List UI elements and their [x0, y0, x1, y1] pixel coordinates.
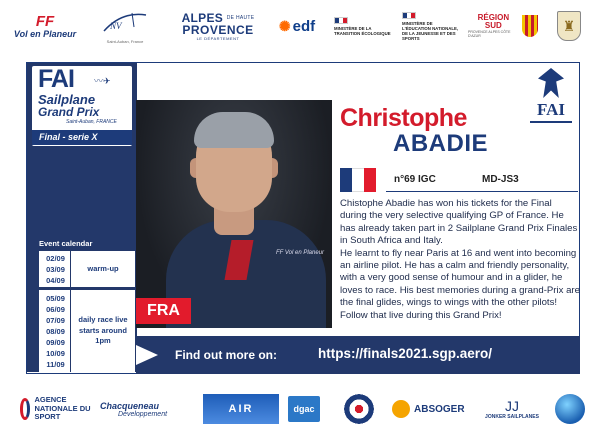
air-logo — [203, 389, 283, 429]
region-sud-logo — [468, 4, 538, 48]
ministere-transition-text: MINISTÈRE DE LA TRANSITION ÉCOLOGIQUE — [334, 25, 391, 36]
fai-logo — [530, 66, 572, 128]
svg-text:NV: NV — [110, 20, 122, 31]
alpes-logo-line1: ALPES $^{DE HAUTE}$ — [181, 10, 255, 25]
saint-auban-label: Saint-Auban, France — [106, 38, 144, 44]
bio-paragraph: He learnt to fly near Paris at 16 and went into becoming an airline pilot. He has a calm and friendly personality, with a very good sense of humour and in a glider, he loves to race. His best memories during a grand-Prix are the final glides, wings to wings with the other pilots! Follow that live during this Grand Prix! — [340, 247, 580, 321]
jonker-wings-icon: JJ — [505, 398, 519, 414]
calendar-block-warmup — [39, 251, 135, 287]
calendar-dates — [39, 251, 71, 287]
pilot-info-row — [386, 170, 578, 192]
find-out-label: Find out more on: — [175, 348, 277, 362]
sgp-logo-title2: Grand Prix — [38, 105, 100, 119]
region-shield-icon — [522, 15, 538, 37]
ministere-transition-logo — [334, 4, 394, 48]
igc-number: n°69 IGC — [394, 174, 436, 185]
alpes-logo-line3: LE DÉPARTEMENT — [196, 35, 240, 41]
sgp-logo-title1: Sailplane — [38, 92, 96, 107]
calendar-date: 07/09 — [46, 315, 65, 325]
armee-air-logo — [334, 389, 384, 429]
sgp-logo-fai: FAI — [38, 65, 74, 93]
alpes-haute-provence-logo — [172, 4, 264, 48]
website-link[interactable]: https://finals2021.sgp.aero/ — [318, 346, 493, 361]
calendar-date: 11/09 — [46, 359, 65, 369]
pilot-first-name: Christophe — [340, 104, 467, 132]
alpes-logo-line2: PROVENCE — [182, 22, 254, 37]
calendar-title: Event calendar — [39, 239, 93, 248]
fai-eagle-icon — [538, 68, 564, 98]
globe-icon — [555, 394, 585, 424]
edf-logo-text: edf — [292, 17, 316, 35]
ministere-education-text: MINISTÈRE DE L'ÉDUCATION NATIONALE, DE LA JEUNESSE ET DES SPORTS — [402, 20, 459, 41]
dgac-logo-box: dgac — [288, 396, 320, 422]
pilot-photo — [136, 100, 332, 328]
republique-flag-icon — [402, 12, 416, 19]
calendar-date: 10/09 — [46, 348, 65, 358]
country-tag: FRA — [136, 298, 191, 324]
edf-logo — [268, 4, 326, 48]
ffvp-logo-mark: FF — [35, 12, 55, 30]
fai-logo-text: FAI — [536, 100, 565, 119]
town-crest-logo — [552, 4, 586, 48]
roundel-icon — [344, 394, 374, 424]
agence-nationale-sport-logo — [20, 389, 100, 429]
calendar-date: 09/09 — [46, 337, 65, 347]
dgac-logo — [288, 389, 324, 429]
calendar-date: 03/09 — [46, 264, 65, 274]
chacqueneau-logo-text: Chacqueneau — [100, 400, 160, 411]
ministere-education-logo — [402, 4, 464, 48]
calendar-date: 02/09 — [46, 253, 65, 263]
france-flag-icon — [340, 168, 376, 192]
edf-sun-icon: ✺ — [278, 17, 291, 34]
media-globe-logo — [550, 389, 590, 429]
calendar-date: 04/09 — [46, 275, 65, 285]
calendar-label: warm-up — [87, 263, 119, 273]
calendar-dates — [39, 290, 71, 372]
glider-icon: 〰✈ — [94, 76, 111, 86]
jonker-sailplanes-logo — [482, 389, 542, 429]
pilot-last-name: ABADIE — [393, 130, 489, 157]
calendar-date: 08/09 — [46, 326, 65, 336]
sgp-logo-location: Saint-Auban, FRANCE — [66, 119, 117, 125]
air-logo-box: AIR — [203, 394, 279, 424]
top-sponsor-strip — [0, 0, 600, 52]
saint-auban-swoosh-icon — [102, 9, 148, 39]
left-info-bar — [27, 63, 137, 372]
sgp-logo — [32, 66, 132, 146]
chacqueneau-logo-subtext: Développement — [118, 410, 168, 418]
ffvp-logo-text: Vol en Planeur — [13, 28, 77, 39]
calendar-block-race — [39, 290, 135, 372]
saint-auban-logo — [90, 4, 160, 48]
jonker-logo-text: JONKER SAILPLANES — [485, 414, 539, 420]
absoger-logo — [392, 389, 478, 429]
glider-registration: MD-JS3 — [482, 174, 519, 185]
region-sud-text: RÉGION SUD PROVENCE ALPES CÔTE D'AZUR — [468, 13, 511, 38]
crest-icon: ♜ — [557, 11, 581, 41]
calendar-date: 05/09 — [46, 293, 65, 303]
arrow-right-icon — [136, 345, 158, 365]
chacqueneau-logo — [100, 389, 192, 429]
pilot-bio — [340, 198, 580, 322]
ffvp-logo — [10, 4, 80, 48]
ans-swirl-icon — [20, 398, 30, 420]
absoger-sun-icon — [392, 400, 410, 418]
ans-logo-text: AGENCE NATIONALE DU SPORT — [34, 395, 91, 422]
republique-flag-icon — [334, 17, 348, 24]
pilot-hair — [194, 112, 274, 148]
sgp-final-series: Final - serie X — [32, 130, 132, 145]
shirt-logo: FF Vol en Planeur — [276, 250, 325, 256]
bio-paragraph: Chistophe Abadie has won his tickets for the Final during the very selective qualifying GP of France. He has already taken part in 2 Sailplane Grand Prix Finales in South Africa and Italy. — [340, 198, 578, 247]
calendar-date: 06/09 — [46, 304, 65, 314]
bottom-sponsor-strip — [0, 383, 600, 433]
absoger-logo-text: ABSOGER — [414, 403, 465, 415]
calendar-label: daily race live starts around 1pm — [78, 315, 128, 346]
